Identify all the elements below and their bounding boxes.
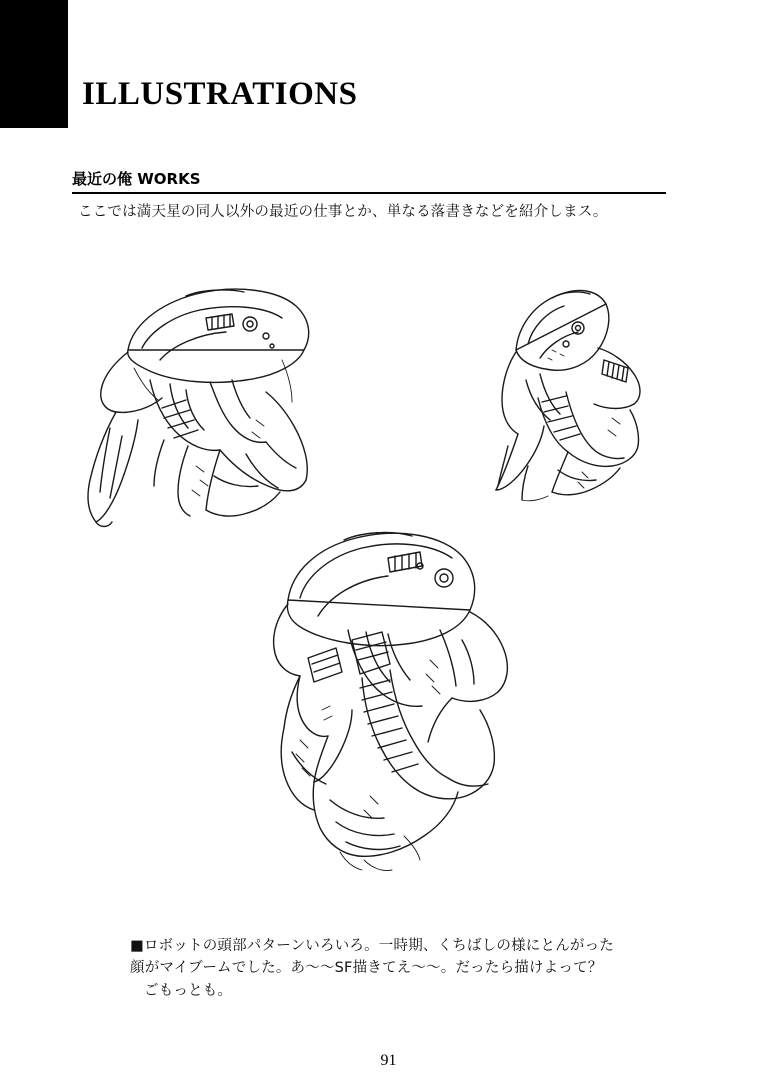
corner-block-decoration (0, 0, 68, 128)
sketch-top-left (88, 289, 309, 526)
illustration-area (0, 240, 777, 900)
sketch-bottom-center (274, 533, 508, 871)
section-heading-container (72, 168, 666, 194)
caption-line-2: 顔がマイブームでした。あ〜〜SF描きてえ〜〜。だったら描けよって？ (130, 960, 603, 977)
page-title: ILLUSTRATIONS (82, 76, 358, 112)
illustration-caption (130, 935, 690, 1002)
robot-head-sketches (0, 240, 777, 900)
caption-line-1: ■ロボットの頭部パターンいろいろ。一時期、くちばしの様にとんがった (130, 938, 615, 954)
page-number: 91 (380, 1052, 397, 1069)
section-divider (72, 192, 666, 194)
section-heading: 最近の俺 WORKS (72, 170, 201, 188)
sketch-top-right (496, 290, 640, 500)
section-intro-text: ここでは満天星の同人以外の最近の仕事とか、単なる落書きなどを紹介しまス。 (78, 204, 608, 220)
caption-line-3: ごもっとも。 (144, 982, 233, 999)
